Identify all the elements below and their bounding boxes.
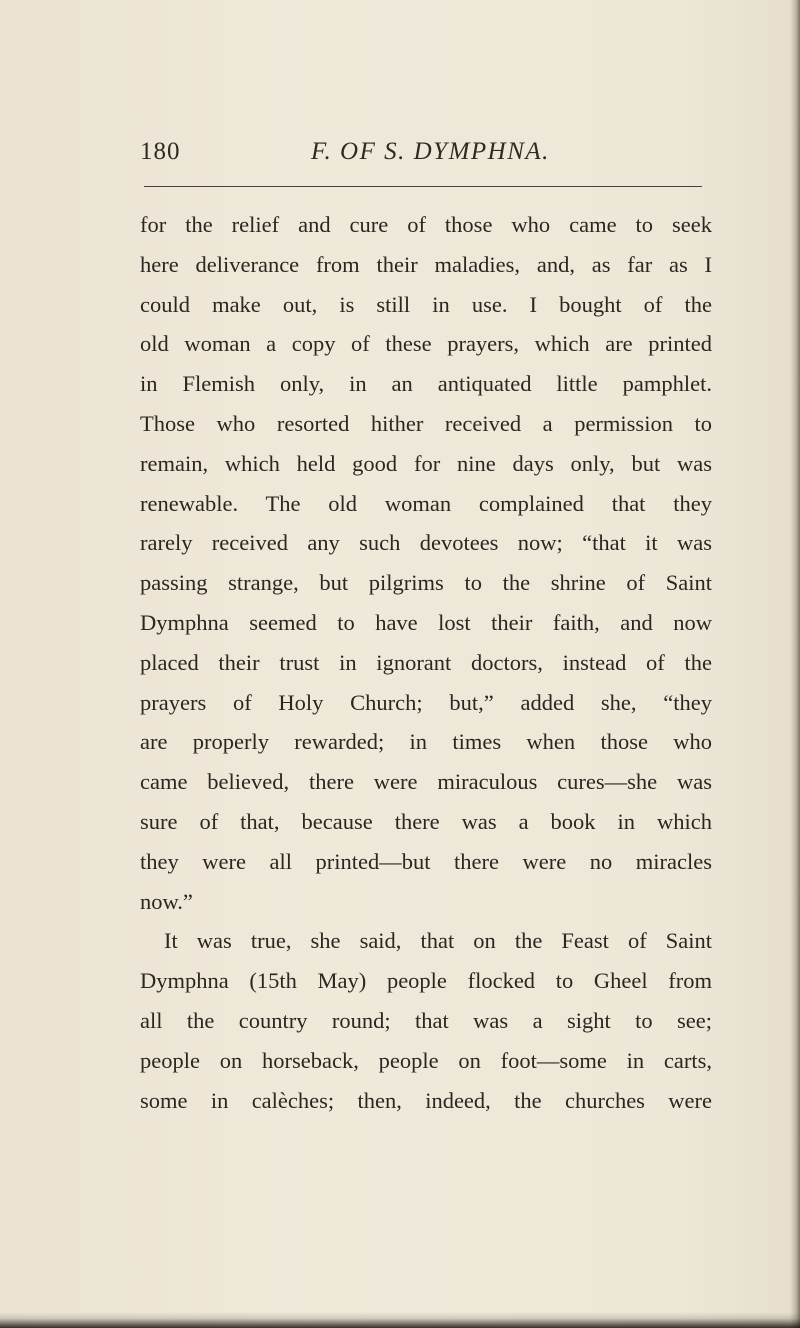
text-line: It was true, she said, that on the Feast of Saint [164, 928, 712, 954]
text-line: here deliverance from their maladies, and, as far as I [140, 251, 712, 277]
text-line: could make out, is still in use. I bought of the [140, 291, 712, 317]
text-line: rarely received any such devotees now; “that it was [140, 530, 712, 556]
text-line: old woman a copy of these prayers, which are printed [140, 331, 712, 357]
text-line: all the country round; that was a sight to see; [140, 1007, 712, 1033]
running-head [140, 138, 700, 178]
text-line: Dymphna (15th May) people flocked to Gheel from [140, 968, 712, 994]
header-rule [144, 186, 702, 187]
page-number: 180 [140, 138, 181, 165]
text-line: Dymphna seemed to have lost their faith, and now [140, 609, 712, 635]
text-line: are properly rewarded; in times when those who [140, 729, 712, 755]
paragraph-2 [140, 921, 712, 1120]
text-line: people on horseback, people on foot—some in carts, [140, 1047, 712, 1073]
running-head-title: F. OF S. DYMPHNA. [311, 138, 550, 165]
text-line: they were all printed—but there were no miracles [140, 848, 712, 874]
text-line: Those who resorted hither received a permission to [140, 410, 712, 436]
text-line: renewable. The old woman complained that they [140, 490, 712, 516]
text-line: placed their trust in ignorant doctors, instead of the [140, 649, 712, 675]
text-line: came believed, there were miraculous cures—she was [140, 769, 712, 795]
text-line: remain, which held good for nine days only, but was [140, 450, 712, 476]
body-text [140, 205, 712, 1120]
text-line: in Flemish only, in an antiquated little pamphlet. [140, 371, 712, 397]
text-line: sure of that, because there was a book in which [140, 808, 712, 834]
text-line: now.” [140, 888, 193, 914]
text-line: for the relief and cure of those who came to seek [140, 212, 712, 237]
page-edge-shadow [790, 0, 800, 1328]
text-line: passing strange, but pilgrims to the shrine of Saint [140, 570, 712, 596]
page-bottom-shadow [0, 1312, 800, 1328]
text-line: some in calèches; then, indeed, the churches were [140, 1087, 712, 1113]
paragraph-1 [140, 205, 712, 921]
text-line: prayers of Holy Church; but,” added she, “they [140, 689, 712, 715]
